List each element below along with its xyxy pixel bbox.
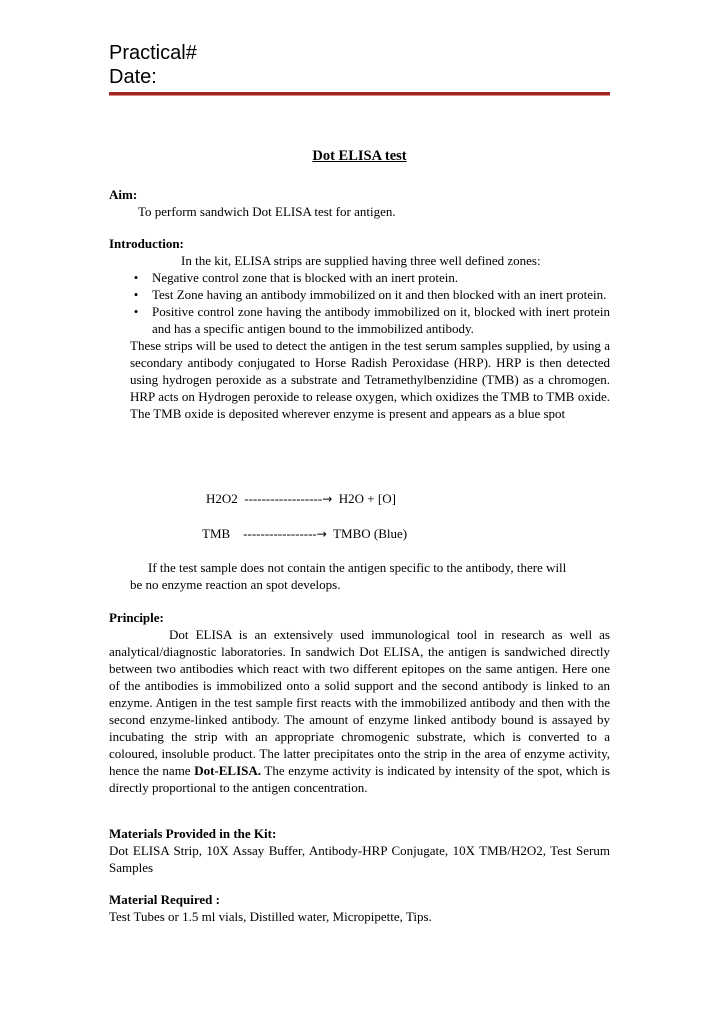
materials-provided-text: Dot ELISA Strip, 10X Assay Buffer, Antibody-HRP Conjugate, 10X TMB/H2O2, Test Serum Samples xyxy=(109,843,610,875)
page-header xyxy=(109,41,197,89)
principle-text: Dot ELISA is an extensively used immunological tool in research as well as analytical/diagnostic laboratories. In sandwich Dot ELISA, the antigen is sandwiched directly between two antibodies which react with two different epitopes on the same antigen. Here one of the antibodies is immobilized onto a solid support and the second antibody is linked to an enzyme. Antigen in the test sample first reacts with the immobilized antibody and then with the second enzyme-linked antibody. The amount of enzyme linked antibody bound is assayed by incubating the strip with an appropriate chromogenic substrate, which is converted to a coloured, insoluble product. The latter precipitates onto the strip in the area of enzyme activity, hence the name xyxy=(109,627,610,778)
result-note xyxy=(109,559,610,593)
aim-section xyxy=(109,186,610,220)
bullet-icon: • xyxy=(133,270,139,285)
list-item xyxy=(109,286,610,303)
introduction-section xyxy=(109,235,610,422)
principle-section xyxy=(109,609,610,796)
material-required-text: Test Tubes or 1.5 ml vials, Distilled water, Micropipette, Tips. xyxy=(109,909,432,924)
material-required-section xyxy=(109,891,610,925)
date-label: Date: xyxy=(109,66,157,88)
zone-list xyxy=(109,269,610,337)
principle-text-end: The enzyme activity is indicated by intensity of the spot, which is directly proportional to the antigen concentration. xyxy=(109,763,610,795)
list-item xyxy=(109,269,610,286)
bullet-icon: • xyxy=(133,287,139,302)
equation-right: TMBO (Blue) xyxy=(326,526,408,541)
materials-provided-heading: Materials Provided in the Kit: xyxy=(109,826,277,841)
bullet-icon: • xyxy=(133,304,139,319)
result-note-line-2: be no enzyme reaction an spot develops. xyxy=(130,577,341,592)
practical-number-label: Practical# xyxy=(109,42,197,64)
introduction-paragraph: These strips will be used to detect the antigen in the test serum samples supplied, by using a secondary antibody conjugated to Horse Radish Peroxidase (HRP). HRP is then detected using hydrogen peroxide as a substrate and Tetramethylbenzidine (TMB) as a chromogen. HRP acts on Hydrogen peroxide to release oxygen, which oxidizes the TMB to TMB oxide. The TMB oxide is deposited wherever enzyme is present and appears as a blue spot xyxy=(130,338,610,421)
introduction-heading: Introduction: xyxy=(109,236,184,251)
header-divider xyxy=(109,92,610,96)
result-note-line-1: If the test sample does not contain the antigen specific to the antibody, there will xyxy=(148,560,567,575)
principle-heading: Principle: xyxy=(109,610,164,625)
materials-provided-section xyxy=(109,825,610,876)
list-item-text: Negative control zone that is blocked with an inert protein. xyxy=(152,270,459,285)
equation-right: H2O + [O] xyxy=(332,491,396,506)
list-item-text: Test Zone having an antibody immobilized on it and then blocked with an inert protein. xyxy=(152,287,607,302)
equation-left: H2O2 ------------------ xyxy=(206,491,323,506)
introduction-lead: In the kit, ELISA strips are supplied having three well defined zones: xyxy=(181,253,541,268)
arrow-right-icon: → xyxy=(322,492,333,506)
equation-tmb xyxy=(202,525,407,543)
aim-heading: Aim: xyxy=(109,187,138,202)
equation-left: TMB ----------------- xyxy=(202,526,317,541)
equation-hydrogen-peroxide xyxy=(206,490,396,508)
principle-paragraph xyxy=(109,626,610,796)
document-title: Dot ELISA test xyxy=(312,148,407,164)
list-item xyxy=(109,303,610,337)
material-required-heading: Material Required : xyxy=(109,892,220,907)
aim-text: To perform sandwich Dot ELISA test for antigen. xyxy=(138,204,396,219)
arrow-right-icon: → xyxy=(316,527,327,541)
list-item-text: Positive control zone having the antibody immobilized on it, blocked with inert protein and has a specific antigen bound to the immobilized antibody. xyxy=(152,304,610,336)
dot-elisa-term: Dot-ELISA. xyxy=(194,763,262,778)
